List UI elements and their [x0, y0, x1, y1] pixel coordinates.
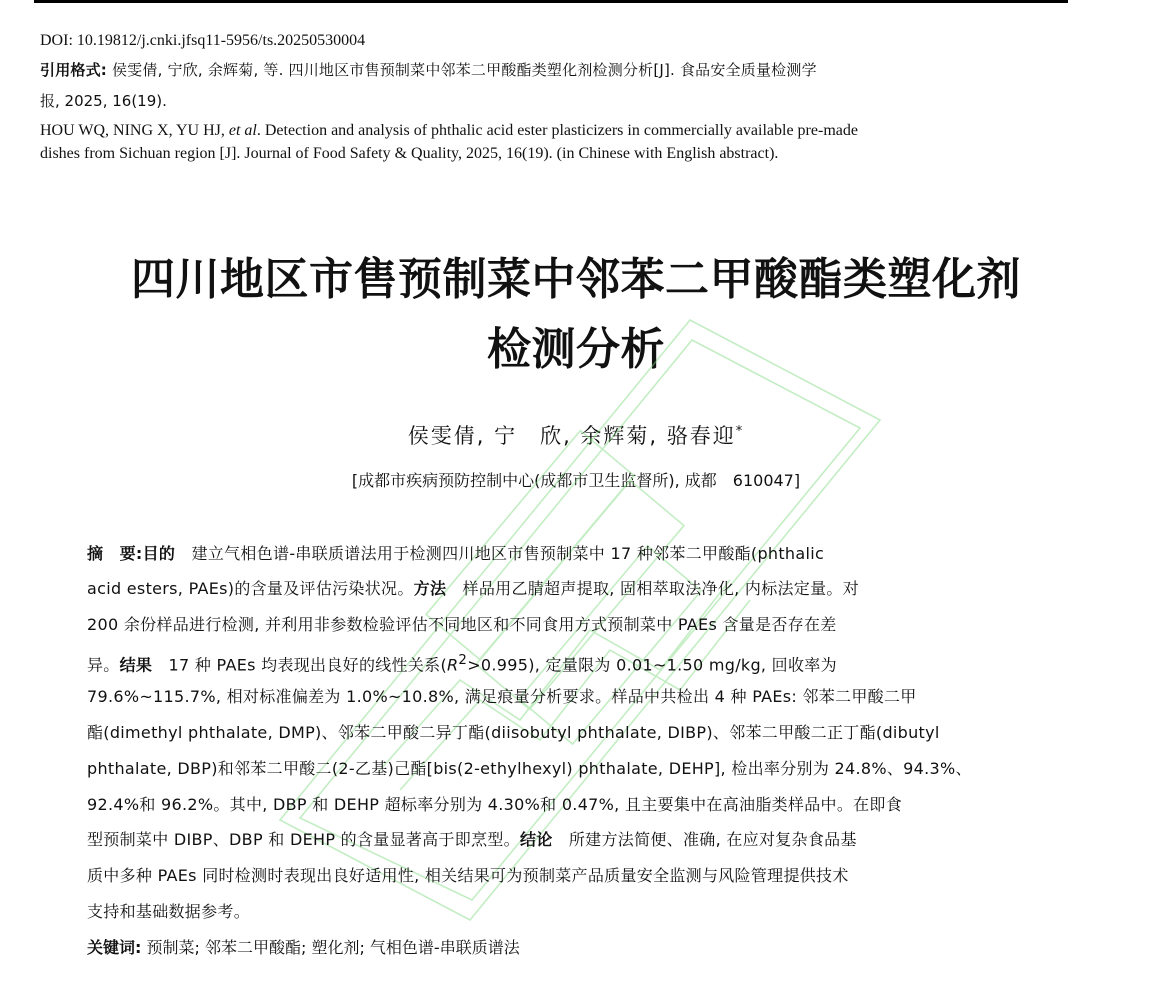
abstract-line-1	[87, 542, 1107, 566]
citation-en-rest: . Detection and analysis of phthalic acid ester plasticizers in commercially available pre-made	[256, 122, 858, 139]
abstract-conclusion-label: 结论	[519, 830, 553, 849]
abstract-line-5: 79.6%~115.7%, 相对标准偏差为 1.0%~10.8%, 满足痕量分析要求。样品中共检出 4 种 PAEs: 邻苯二甲酸二甲	[87, 687, 917, 706]
abstract-method-label: 方法	[413, 579, 447, 598]
abstract-line-8: 92.4%和 96.2%。其中, DBP 和 DEHP 超标率分别为 4.30%和 0.47%, 且主要集中在高油脂类样品中。在即食	[87, 795, 903, 814]
abstract-text: 建立气相色谱-串联质谱法用于检测四川地区市售预制菜中 17 种邻苯二甲酸酯(phthalic	[175, 544, 825, 563]
keywords-label: 关键词:	[87, 938, 142, 957]
abstract-text: 17 种 PAEs 均表现出良好的线性关系(	[152, 655, 447, 675]
keywords-text: 预制菜; 邻苯二甲酸酯; 塑化剂; 气相色谱-串联质谱法	[141, 938, 520, 957]
abstract-text: 样品用乙腈超声提取, 固相萃取法净化, 内标法定量。对	[446, 579, 859, 598]
abstract-text: acid esters, PAEs)的含量及评估污染状况。	[87, 579, 414, 598]
corresponding-author-mark: *	[735, 424, 745, 439]
abstract-label: 摘 要:	[87, 544, 143, 563]
author-list	[0, 420, 1152, 450]
citation-zh-label: 引用格式:	[40, 61, 107, 79]
abstract-line-10: 质中多种 PAEs 同时检测时表现出良好适用性, 相关结果可为预制菜产品质量安全监测与风险管理提供技术	[87, 866, 849, 885]
citation-en-line2: dishes from Sichuan region [J]. Journal of Food Safety & Quality, 2025, 16(19). (in Chinese with English abstract).	[40, 145, 779, 162]
abstract-line-7: phthalate, DBP)和邻苯二甲酸二(2-乙基)己酯[bis(2-ethylhexyl) phthalate, DEHP], 检出率分别为 24.8%、94.3%、	[87, 759, 972, 778]
keywords-line	[87, 935, 520, 958]
author-names: 侯雯倩, 宁 欣, 余辉菊, 骆春迎	[407, 424, 736, 448]
r-squared-symbol: R	[447, 655, 459, 675]
citation-en-authors: HOU WQ, NING X, YU HJ,	[40, 122, 225, 139]
abstract-text: 异。	[87, 655, 120, 675]
top-rule	[34, 0, 1068, 3]
abstract-line-11: 支持和基础数据参考。	[87, 902, 251, 921]
abstract-text: >0.995), 定量限为 0.01~1.50 mg/kg, 回收率为	[467, 655, 837, 675]
affiliation: [成都市疾病预防控制中心(成都市卫生监督所), 成都 610047]	[351, 471, 801, 490]
abstract-text: 型预制菜中 DIBP、DBP 和 DEHP 的含量显著高于即烹型。	[87, 830, 520, 849]
citation-zh-text: 侯雯倩, 宁欣, 余辉菊, 等. 四川地区市售预制菜中邻苯二甲酸酯类塑化剂检测分析[J]. 食品安全质量检测学	[107, 61, 817, 79]
citation-en-etal: et al	[228, 122, 257, 139]
abstract-objective-label: 目的	[142, 544, 176, 563]
paper-title-line1: 四川地区市售预制菜中邻苯二甲酸酯类塑化剂	[131, 254, 1021, 305]
abstract-line-4	[87, 649, 1107, 677]
citation-en-line1	[40, 119, 1080, 142]
abstract-results-label: 结果	[119, 655, 153, 675]
abstract-line-2	[87, 577, 1107, 601]
citation-zh-line1	[40, 59, 1080, 82]
abstract-line-9	[87, 828, 1107, 852]
abstract-text: 所建方法简便、准确, 在应对复杂食品基	[552, 830, 857, 849]
paper-title-line2: 检测分析	[487, 324, 665, 375]
abstract-line-3: 200 余份样品进行检测, 并利用非参数检验评估不同地区和不同食用方式预制菜中 PAEs 含量是否存在差	[87, 615, 837, 634]
citation-zh-line2: 报, 2025, 16(19).	[40, 92, 167, 110]
r-squared-exponent: 2	[458, 653, 468, 668]
abstract-line-6: 酯(dimethyl phthalate, DMP)、邻苯二甲酸二异丁酯(diisobutyl phthalate, DIBP)、邻苯二甲酸二正丁酯(dibutyl	[87, 723, 940, 742]
doi-line: DOI: 10.19812/j.cnki.jfsq11-5956/ts.20250530004	[40, 32, 366, 49]
